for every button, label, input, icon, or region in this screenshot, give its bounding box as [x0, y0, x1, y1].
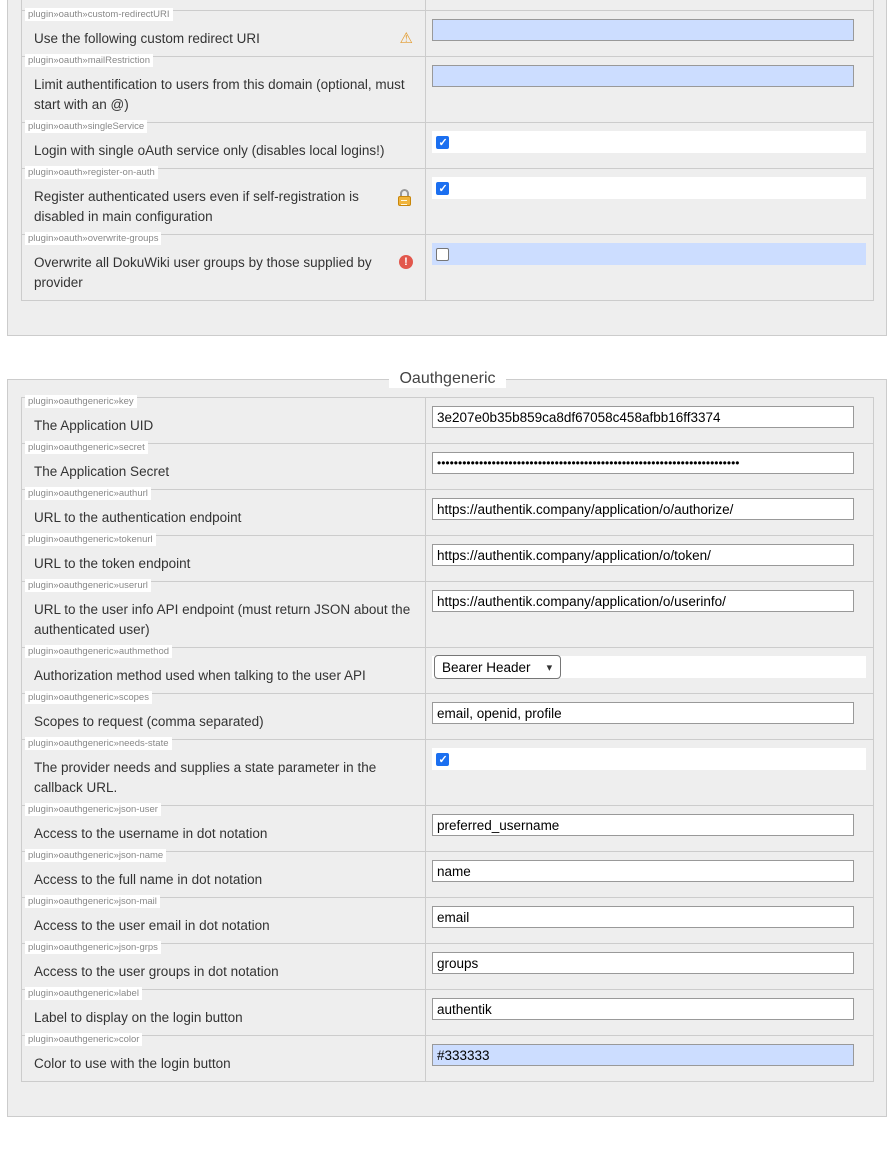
setting-row — [22, 489, 873, 535]
text-input[interactable] — [432, 498, 854, 520]
setting-key: plugin»oauthgeneric»needs-state — [25, 737, 172, 750]
setting-label: URL to the user info API endpoint (must return JSON about the authenticated user) — [34, 602, 411, 637]
dropdown-value: Bearer Header — [442, 659, 531, 675]
setting-label: Access to the user email in dot notation — [34, 918, 270, 933]
setting-key: plugin»oauthgeneric»scopes — [25, 691, 152, 704]
text-input[interactable] — [432, 406, 854, 428]
setting-label: Login with single oAuth service only (disables local logins!) — [34, 143, 385, 158]
setting-key: plugin»oauthgeneric»authurl — [25, 487, 151, 500]
setting-key: plugin»oauthgeneric»userurl — [25, 579, 151, 592]
setting-label: Limit authentification to users from this domain (optional, must start with an @) — [34, 77, 405, 112]
text-input[interactable] — [432, 952, 854, 974]
text-input[interactable] — [432, 702, 854, 724]
setting-label: Use the following custom redirect URI — [34, 31, 260, 46]
warning-icon: ⚠ — [399, 30, 413, 47]
setting-label: Overwrite all DokuWiki user groups by those supplied by provider — [34, 255, 372, 290]
oauth-settings-table — [21, 0, 874, 301]
setting-row — [22, 1035, 873, 1081]
dropdown[interactable] — [434, 655, 561, 679]
setting-label: Color to use with the login button — [34, 1056, 231, 1071]
setting-label: Authorization method used when talking to the user API — [34, 668, 366, 683]
text-input[interactable] — [432, 19, 854, 41]
checkbox-strip — [432, 243, 866, 265]
chevron-down-icon: ▾ — [546, 661, 553, 674]
setting-key: plugin»oauth»singleService — [25, 120, 147, 133]
setting-label: The Application Secret — [34, 464, 170, 479]
setting-row — [22, 647, 873, 693]
setting-label: The provider needs and supplies a state parameter in the callback URL. — [34, 760, 377, 795]
checkbox[interactable] — [436, 136, 449, 149]
setting-row — [22, 739, 873, 805]
setting-key: plugin»oauthgeneric»color — [25, 1033, 142, 1046]
select-strip — [432, 656, 866, 678]
text-input[interactable] — [432, 860, 854, 882]
setting-row — [22, 989, 873, 1035]
text-input[interactable] — [432, 544, 854, 566]
error-icon: ! — [399, 255, 413, 269]
setting-row — [22, 168, 873, 234]
setting-label: Access to the full name in dot notation — [34, 872, 263, 887]
setting-key: plugin»oauthgeneric»json-mail — [25, 895, 160, 908]
oauthgeneric-settings-table — [21, 397, 874, 1082]
setting-row — [22, 851, 873, 897]
setting-key: plugin»oauthgeneric»label — [25, 987, 142, 1000]
text-input[interactable] — [432, 1044, 854, 1066]
setting-row — [22, 10, 873, 56]
oauthgeneric-settings-section — [7, 370, 887, 1117]
setting-label: URL to the token endpoint — [34, 556, 191, 571]
text-input[interactable] — [432, 906, 854, 928]
setting-label: Register authenticated users even if self-registration is disabled in main configuration — [34, 189, 359, 224]
setting-row — [22, 443, 873, 489]
setting-row — [22, 897, 873, 943]
setting-row — [22, 693, 873, 739]
setting-key: plugin»oauth»custom-redirectURI — [25, 8, 173, 21]
setting-key: plugin»oauthgeneric»secret — [25, 441, 148, 454]
setting-label: Access to the user groups in dot notation — [34, 964, 279, 979]
setting-key: plugin»oauthgeneric»json-grps — [25, 941, 161, 954]
setting-row — [22, 398, 873, 443]
setting-row — [22, 581, 873, 647]
checkbox[interactable] — [436, 753, 449, 766]
checkbox-strip — [432, 131, 866, 153]
setting-row — [22, 535, 873, 581]
text-input[interactable] — [432, 590, 854, 612]
setting-key: plugin»oauth»register-on-auth — [25, 166, 158, 179]
setting-key: plugin»oauthgeneric»json-user — [25, 803, 161, 816]
section-legend: Oauthgeneric — [389, 370, 505, 388]
setting-label: Access to the username in dot notation — [34, 826, 268, 841]
setting-key: plugin»oauth»mailRestriction — [25, 54, 153, 67]
setting-label: URL to the authentication endpoint — [34, 510, 242, 525]
password-input[interactable] — [432, 452, 854, 474]
setting-row — [22, 56, 873, 122]
setting-key: plugin»oauthgeneric»json-name — [25, 849, 166, 862]
setting-key: plugin»oauthgeneric»authmethod — [25, 645, 172, 658]
text-input[interactable] — [432, 65, 854, 87]
setting-row — [22, 122, 873, 168]
setting-key: plugin»oauthgeneric»tokenurl — [25, 533, 156, 546]
checkbox[interactable] — [436, 182, 449, 195]
setting-row — [22, 805, 873, 851]
setting-label: Label to display on the login button — [34, 1010, 243, 1025]
oauth-settings-section — [7, 0, 887, 336]
checkbox-strip — [432, 748, 866, 770]
text-input[interactable] — [432, 998, 854, 1020]
checkbox[interactable] — [436, 248, 449, 261]
setting-key: plugin»oauth»overwrite-groups — [25, 232, 161, 245]
setting-label: The Application UID — [34, 418, 154, 433]
setting-label: Scopes to request (comma separated) — [34, 714, 264, 729]
setting-row — [22, 943, 873, 989]
lock-icon — [397, 189, 413, 206]
text-input[interactable] — [432, 814, 854, 836]
checkbox-strip — [432, 177, 866, 199]
setting-row — [22, 234, 873, 300]
setting-key: plugin»oauthgeneric»key — [25, 395, 137, 408]
